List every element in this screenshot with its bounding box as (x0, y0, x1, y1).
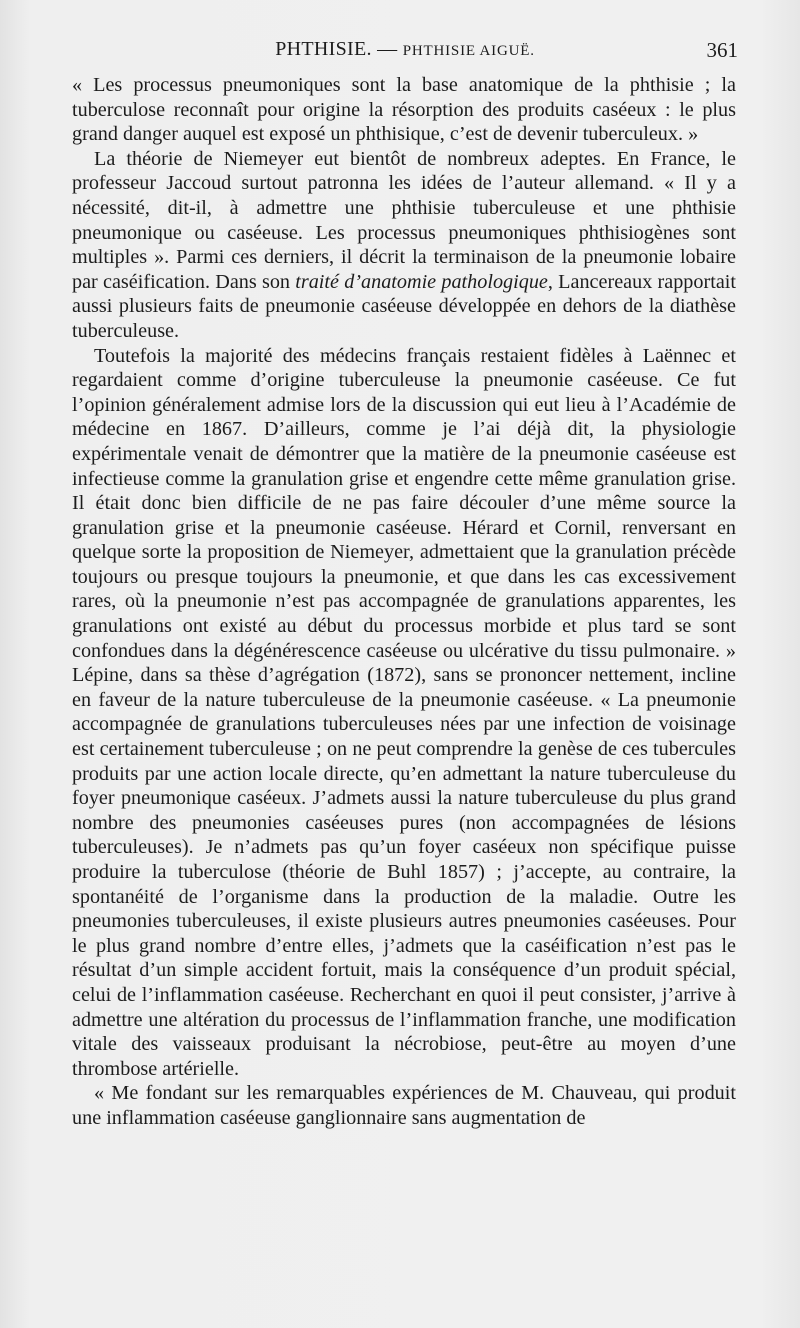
running-title-dash: — (377, 38, 398, 60)
paragraph-french-physicians: Toutefois la majorité des médecins français restaient fidèles à Laënnec et regardaient comme d’origine tuberculeuse la pneumonie caséeuse. Ce fut l’opinion généralement admise lors de la discussion qui eut lieu à l’Académie de médecine en 1867. D’ailleurs, comme je l’ai déjà dit, la physiologie expérimentale venait de démontrer que la matière de la pneumonie caséeuse est infectieuse comme la granulation grise et engendre cette même granulation grise. Il était donc bien difficile de ne pas faire découler d’une même source la granulation grise et la pneumonie caséeuse. Hérard et Cornil, renversant en quelque sorte la proposition de Niemeyer, admettaient que la granulation précède toujours ou presque toujours la pneumonie, et que dans les cas excessivement rares, où la pneumonie n’est pas accompagnée de granulations apparentes, les granulations ont existé au début du processus morbide et plus tard se sont confondues dans la dégénérescence caséeuse ou ulcérative du tissu pulmonaire. » Lépine, dans sa thèse d’agrégation (1872), sans se prononcer nettement, incline en faveur de la nature tuberculeuse de la pneumonie caséeuse. « La pneumonie accompagnée de granulations tuberculeuses nées par une infection de voisinage est certainement tuberculeuse ; on ne peut comprendre la genèse de ces tubercules produits par une action locale directe, qu’en admettant la nature tuberculeuse du foyer pneumonique caséeux. J’admets aussi la nature tuberculeuse du plus grand nombre des pneumonies caséeuses pures (non accompagnées de lésions tuberculeuses). Je n’admets pas qu’un foyer caséeux non spécifique puisse produire la tuberculose (théorie de Buhl 1857) ; j’accepte, au contraire, la spontanéité de l’organisme dans la production de la maladie. Outre les pneumonies tuberculeuses, il existe plusieurs autres pneumonies caséeuses. Pour le plus grand nombre d’entre elles, j’admets que la caséification n’est pas le résultat d’un simple accident fortuit, mais la conséquence d’un produit spécial, celui de l’inflammation caséeuse. Recherchant en quoi il peut consister, j’arrive à admettre une altération du processus de l’inflammation franche, une modification vitale des vaisseaux produisant la nécrobiose, peut-être au moyen d’une thrombose artérielle. (72, 344, 736, 1080)
page-number: 361 (706, 38, 738, 62)
paragraph-quote-niemeyer: « Les processus pneumoniques sont la base anatomique de la phthisie ; la tuberculose reconnaît pour origine la résorption des produits caséeux : le plus grand danger auquel est exposé un phthisique, c’est de devenir tuberculeux. » (72, 74, 736, 146)
book-title-emphasis: traité d’anatomie pathologique (295, 270, 548, 293)
paragraph-niemeyer-theory-text: La théorie de Niemeyer eut bientôt de nombreux adeptes. En France, le professeur Jaccoud surtout patronna les idées de l’auteur allemand. « Il y a nécessité, dit-il, à admettre une phthisie tuberculeuse et une phthisie pneumonique ou caséeuse. Les processus pneumoniques phthisiogènes sont multiples ». Parmi ces derniers, il décrit la terminaison de la pneumonie lobaire par caséification. Dans son (72, 147, 736, 293)
paragraph-chauveau: « Me fondant sur les remarquables expériences de M. Chauveau, qui produit une inflammation caséeuse ganglionnaire sans augmentation de (72, 1082, 736, 1129)
running-header (72, 38, 738, 68)
running-title-main: PHTHISIE. (275, 38, 372, 60)
running-title (72, 38, 738, 61)
paragraph-niemeyer-theory-end: , Lancereaux rapportait aussi plusieurs faits de pneumonie caséeuse développée en dehors de la diathèse tuberculeuse. (72, 270, 736, 342)
paragraph-niemeyer-theory (72, 147, 736, 344)
body-text (72, 73, 736, 1131)
running-title-sub: PHTHISIE AIGUË. (402, 43, 535, 59)
